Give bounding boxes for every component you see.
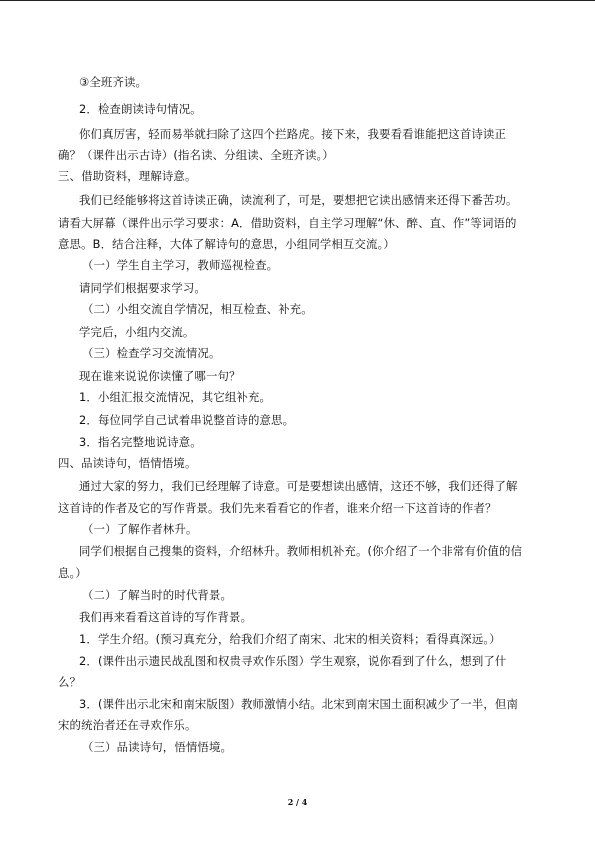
text-line: 同学们根据自己搜集的资料，介绍林升。教师相机补充。(你介绍了一个非常有价值的信 (79, 544, 523, 558)
text-line: 2．检查朗读诗句情况。 (79, 102, 202, 116)
subsection-heading: （三）品读诗句，悟情悟境。 (82, 740, 233, 754)
text-line: 意思。B．结合注释，大体了解诗句的意思，小组同学相互交流。） (58, 237, 395, 251)
text-line: ③全班齐读。 (79, 75, 148, 89)
text-line: 么？ (58, 675, 82, 689)
subsection-heading: （三）检查学习交流情况。 (82, 346, 221, 360)
numbered-item: 1．小组汇报交流情况，其它组补充。 (79, 390, 272, 404)
text-line: 学完后，小组内交流。 (79, 325, 195, 339)
numbered-item: 2．(课件出示遗民战乱图和权贵寻欢作乐图）学生观察，说你看到了什么，想到了什 (79, 654, 507, 668)
text-line: 请同学们根据要求学习。 (79, 281, 206, 295)
subsection-heading: （一）学生自主学习，教师巡视检查。 (82, 258, 279, 272)
section-heading: 三、借助资料，理解诗意。 (58, 169, 197, 183)
text-line: 通过大家的努力，我们已经理解了诗意。可是要想读出感情，这还不够，我们还得了解 (79, 479, 518, 493)
numbered-item: 3．(课件出示北宋和南宋版图）教师激情小结。北宋到南宋国土面积减少了一半，但南 (79, 697, 518, 711)
text-line: 你们真厉害，轻而易举就扫除了这四个拦路虎。接下来，我要看看谁能把这首诗读正 (79, 127, 507, 141)
text-line: 请看大屏幕（课件出示学习要求：A．借助资料，自主学习理解“休、醉、直、作”等词语的 (58, 216, 517, 230)
section-heading: 四、品读诗句，悟情悟境。 (58, 456, 197, 470)
numbered-item: 3．指名完整地说诗意。 (79, 435, 202, 449)
text-line: 现在谁来说说你读懂了哪一句？ (79, 369, 241, 383)
text-line: 这首诗的作者及它的写作背景。我们先来看看它的作者，谁来介绍一下这首诗的作者？ (58, 501, 497, 515)
text-line: 息。） (58, 566, 87, 580)
text-line: 宋的统治者还在寻欢作乐。 (58, 718, 197, 732)
subsection-heading: （二）了解当时的时代背景。 (82, 588, 233, 602)
text-line: 确？（课件出示古诗）(指名读、分组读、全班齐读。） (58, 148, 334, 162)
subsection-heading: （二）小组交流自学情况，相互检查、补充。 (82, 302, 313, 316)
numbered-item: 1．学生介绍。(预习真充分，给我们介绍了南宋、北宋的相关资料；看得真深远。） (79, 632, 501, 646)
text-line: 我们已经能够将这首诗读正确，读流利了，可是，要想把它读出感情来还得下番苦功。 (79, 193, 518, 207)
numbered-item: 2．每位同学自己试着串说整首诗的意思。 (79, 413, 295, 427)
text-line: 我们再来看看这首诗的写作背景。 (79, 610, 253, 624)
subsection-heading: （一）了解作者林升。 (82, 522, 198, 536)
page-number: 2 / 4 (287, 797, 308, 807)
